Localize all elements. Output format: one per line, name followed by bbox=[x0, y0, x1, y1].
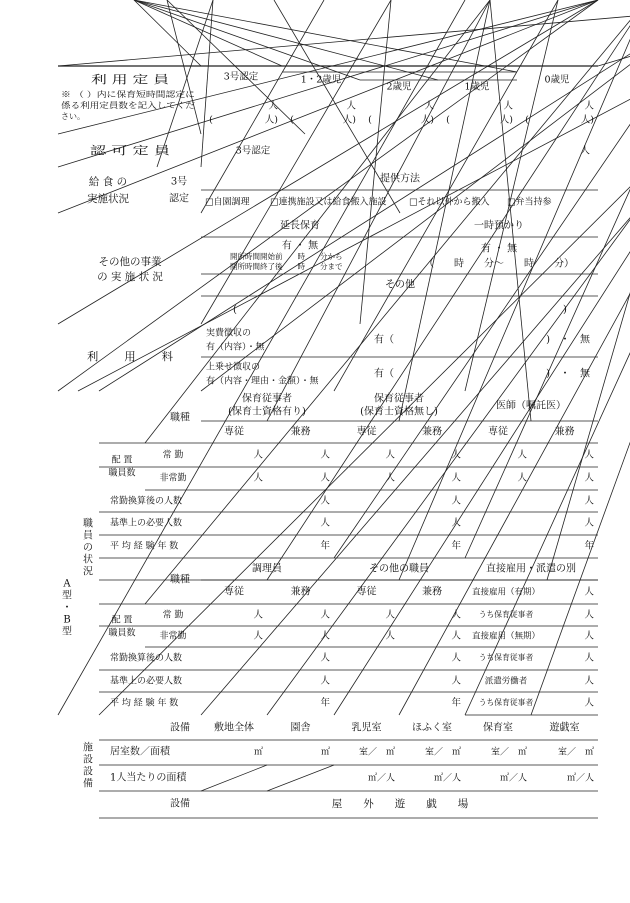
form-label: 職種 bbox=[170, 412, 190, 424]
form-label: 人 bbox=[451, 652, 461, 664]
form-label: 専従 bbox=[356, 586, 377, 598]
form-label: ほふく室 bbox=[412, 722, 452, 734]
form-label: 常勤換算後の人数 bbox=[110, 653, 183, 664]
form-label: 人 bbox=[385, 609, 395, 621]
section-label-char: 況 bbox=[83, 566, 93, 578]
form-label: 3号認定 bbox=[235, 145, 271, 157]
form-label: 室／ ㎡ bbox=[358, 747, 395, 758]
form-label: 配 置 bbox=[111, 455, 133, 466]
grid-line bbox=[134, 0, 360, 80]
form-label: 兼務 bbox=[422, 426, 442, 438]
form-label: 一時預かり bbox=[474, 220, 524, 232]
form-label: 室／ ㎡ bbox=[490, 747, 527, 758]
form-label: 人 bbox=[451, 495, 461, 507]
form-label: 人 bbox=[320, 472, 330, 484]
form-label: 実施状況 bbox=[87, 193, 129, 205]
form-label: 人 bbox=[320, 652, 330, 664]
form-label: 人 bbox=[584, 675, 594, 687]
form-label: ( bbox=[233, 304, 237, 316]
form-label: 人 bbox=[320, 609, 330, 621]
form-label: 人 bbox=[424, 100, 434, 112]
grid-line bbox=[465, 0, 558, 391]
grid-line bbox=[58, 0, 598, 134]
form-label: 兼務 bbox=[422, 586, 442, 598]
form-label: 人 bbox=[503, 100, 513, 112]
form-label: 開所時間開始前 時 分から bbox=[230, 252, 343, 261]
form-label: □弁当持参 bbox=[507, 197, 552, 208]
form-label: 年 bbox=[451, 540, 461, 552]
form-label: 保育従事者 bbox=[374, 393, 424, 405]
form-label: 専従 bbox=[356, 426, 377, 438]
form-label: 人 bbox=[584, 609, 594, 621]
form-label: 園舎 bbox=[290, 722, 311, 734]
section-label-char: 員 bbox=[83, 530, 93, 542]
form-label: うち保育従事者 bbox=[478, 610, 534, 619]
form-label: 屋 外 遊 戯 場 bbox=[331, 798, 469, 810]
form-label: 人 bbox=[584, 100, 594, 112]
form-label: 居室数／面積 bbox=[110, 746, 170, 758]
form-label: 兼務 bbox=[554, 426, 575, 438]
grid-line bbox=[264, 0, 630, 580]
form-label: 人 bbox=[320, 630, 330, 642]
form-label: 人 bbox=[320, 495, 330, 507]
form-label: 専従 bbox=[224, 586, 244, 598]
form-label: ) ・ 無 bbox=[546, 368, 590, 380]
form-label: 非常勤 bbox=[159, 631, 187, 642]
form-label: 敷地全体 bbox=[214, 722, 254, 734]
form-label: 開所時間終了後 時 分まで bbox=[230, 262, 343, 271]
form-label: ㎡／人 bbox=[566, 773, 594, 784]
form-label: ) ・ 無 bbox=[546, 334, 590, 346]
form-label: ㎡／人 bbox=[499, 773, 527, 784]
form-label: 年 bbox=[584, 540, 594, 552]
grid-line bbox=[399, 0, 630, 580]
form-label: 人 bbox=[580, 145, 590, 157]
form-label: 人 bbox=[584, 652, 594, 664]
form-label: 0歳児 bbox=[544, 74, 570, 86]
form-label: 人 bbox=[320, 449, 330, 461]
form-label: 専従 bbox=[224, 426, 244, 438]
form-label: 年 bbox=[451, 697, 461, 709]
form-label: 有 ・ 無 bbox=[480, 243, 518, 255]
form-label: 係る利用定員数を記入してくだ bbox=[61, 101, 173, 110]
form-label: 直接雇用・派遣の別 bbox=[486, 563, 576, 575]
form-label: 保育室 bbox=[483, 722, 513, 734]
form-label: 人 bbox=[584, 697, 594, 709]
form-label: 直接雇用（無期） bbox=[471, 631, 541, 642]
form-label: 人 bbox=[385, 449, 395, 461]
form-label: 有 ・ 無 bbox=[281, 240, 319, 252]
form-label: さい。 bbox=[61, 112, 85, 121]
form-label: 設備 bbox=[170, 798, 190, 810]
grid-line bbox=[134, 0, 517, 72]
form-label: その他 bbox=[385, 279, 415, 291]
form-label: 派遣労働者 bbox=[484, 676, 528, 687]
form-label: 人 bbox=[451, 675, 461, 687]
grid-line bbox=[201, 0, 324, 213]
form-label: 室／ ㎡ bbox=[424, 747, 461, 758]
form-label: 直接雇用（有期） bbox=[471, 587, 541, 598]
form-label: ※ （ ）内に保育短時間認定に bbox=[61, 90, 171, 99]
form-label: 上乗せ徴収の bbox=[206, 362, 261, 373]
grid-line bbox=[465, 0, 630, 715]
form-label: 遊戯室 bbox=[549, 722, 580, 734]
form-label: 兼務 bbox=[290, 586, 311, 598]
facility-label-char: 施 bbox=[83, 742, 93, 754]
form-label: ( bbox=[368, 114, 372, 126]
form-label: ㎡ bbox=[320, 747, 330, 758]
grid-line bbox=[167, 0, 201, 134]
form-label: 兼務 bbox=[290, 426, 311, 438]
form-label: 人 bbox=[584, 586, 594, 598]
form-label: 非常勤 bbox=[159, 473, 187, 484]
form-label: 年 bbox=[320, 540, 330, 552]
form-label: □自園調理 bbox=[205, 197, 250, 208]
form-label: 人) bbox=[580, 114, 594, 126]
form-label: うち保育従事者 bbox=[478, 698, 534, 707]
form-label: 基準上の必要人数 bbox=[110, 676, 183, 687]
form-label: 基準上の必要人数 bbox=[110, 518, 183, 529]
form-label: ( bbox=[525, 114, 529, 126]
form-label: 人) bbox=[420, 114, 434, 126]
form-label: 利 用 定 員 bbox=[91, 73, 146, 86]
type-label-char: 型 bbox=[62, 590, 72, 602]
form-label: 室／ ㎡ bbox=[557, 747, 594, 758]
form-label: 人) bbox=[264, 114, 278, 126]
form-label: 延長保育 bbox=[280, 220, 320, 232]
form-label: 人 bbox=[584, 517, 594, 529]
form-label: 人 bbox=[451, 472, 461, 484]
form-label: 人) bbox=[342, 114, 356, 126]
form-label: 実費徴収の bbox=[206, 328, 252, 339]
form-label: 人 bbox=[584, 472, 594, 484]
form-label: 保育従事者 bbox=[242, 393, 292, 405]
form-label: 提供方法 bbox=[380, 173, 420, 185]
form-label: ( bbox=[209, 114, 213, 126]
form-label: 調理員 bbox=[252, 563, 282, 575]
form-label: 1人当たりの面積 bbox=[110, 772, 187, 784]
form-label: 有（ bbox=[374, 334, 394, 346]
form-label: 人) bbox=[499, 114, 513, 126]
form-label: 人 bbox=[584, 630, 594, 642]
form-label: 有（内容・理由・金額）・無 bbox=[206, 376, 319, 387]
form-label: 1・2歳児 bbox=[300, 74, 342, 86]
form-label: 年 bbox=[320, 697, 330, 709]
grid-line bbox=[201, 0, 213, 167]
form-label: 人 bbox=[584, 449, 594, 461]
grid-line bbox=[264, 0, 490, 421]
form-label: 設備 bbox=[170, 722, 190, 734]
form-label: 認定 bbox=[169, 193, 189, 205]
form-label: その他の事業 bbox=[98, 256, 162, 268]
form-label: 人 bbox=[451, 517, 461, 529]
grid-line bbox=[201, 0, 630, 715]
form-label: (保育士資格無し) bbox=[360, 406, 438, 418]
form-label: うち保育従事者 bbox=[478, 653, 534, 662]
type-label-char: B bbox=[63, 614, 71, 626]
form-label: 人 bbox=[253, 630, 263, 642]
form-label: 人 bbox=[346, 100, 356, 112]
form-label: 乳児室 bbox=[351, 722, 382, 734]
form-label: 3号 bbox=[170, 176, 188, 188]
form-label: 有（内容）・無 bbox=[206, 342, 265, 353]
form-label: 有（ bbox=[374, 368, 394, 380]
form-label: 人 bbox=[253, 449, 263, 461]
form-label: 専従 bbox=[488, 426, 508, 438]
form-label: 人 bbox=[517, 449, 527, 461]
form-label: 3号認定 bbox=[223, 71, 259, 83]
form-label: 人 bbox=[268, 100, 278, 112]
grid-line bbox=[360, 0, 391, 324]
form-label: 常 勤 bbox=[162, 450, 184, 461]
form-label: 医師（嘱託医） bbox=[496, 400, 566, 412]
form-label: 人 bbox=[517, 472, 527, 484]
form-label: 人 bbox=[451, 630, 461, 642]
type-label-char: ・ bbox=[62, 602, 72, 614]
type-label-char: 型 bbox=[62, 626, 72, 638]
form-label: ( bbox=[446, 114, 450, 126]
form-label: 平 均 経 験 年 数 bbox=[110, 541, 179, 552]
form-label: 人 bbox=[320, 517, 330, 529]
form-label: ( bbox=[290, 114, 294, 126]
form-label: 職種 bbox=[170, 574, 190, 586]
form-label: 認 可 定 員 bbox=[90, 144, 170, 157]
form-label: 常 勤 bbox=[162, 610, 184, 621]
form-label: の 実 施 状 況 bbox=[97, 271, 163, 283]
form-label: 職員数 bbox=[108, 628, 136, 639]
form-label: 給 食 の bbox=[88, 176, 128, 188]
grid-line bbox=[264, 0, 630, 715]
form-label: 人 bbox=[385, 472, 395, 484]
section-label-char: の bbox=[83, 542, 93, 554]
section-label-char: 職 bbox=[83, 518, 93, 530]
form-label: （ 時 分〜 時 分） bbox=[424, 258, 574, 270]
facility-label-char: 設 bbox=[83, 766, 93, 778]
grid-line bbox=[167, 0, 305, 134]
form-label: 人 bbox=[451, 449, 461, 461]
type-label-char: A bbox=[63, 578, 71, 590]
grid-line bbox=[267, 765, 334, 791]
form-label: (保育士資格有り) bbox=[228, 406, 306, 418]
form-label: 利 用 料 bbox=[87, 350, 171, 363]
form-label: 配 置 bbox=[111, 615, 133, 626]
form-label: 人 bbox=[253, 609, 263, 621]
section-label-char: 状 bbox=[83, 554, 93, 566]
grid-line bbox=[201, 765, 267, 791]
form-label: 2歳児 bbox=[386, 81, 412, 93]
form-label: 職員数 bbox=[108, 468, 136, 479]
form-label: 人 bbox=[320, 675, 330, 687]
form-label: 1歳児 bbox=[464, 81, 490, 93]
facility-label-char: 設 bbox=[83, 754, 93, 766]
form-label: ㎡ bbox=[253, 747, 263, 758]
form-label: 人 bbox=[253, 472, 263, 484]
facility-label-char: 備 bbox=[83, 778, 93, 790]
form-label: その他の職員 bbox=[369, 563, 429, 575]
form-label: □連携施設又は給食搬入施設 bbox=[270, 197, 387, 208]
form-label: 人 bbox=[584, 495, 594, 507]
form-label: 常勤換算後の人数 bbox=[110, 496, 183, 507]
form-label: 平 均 経 験 年 数 bbox=[110, 698, 179, 709]
form-label: ㎡／人 bbox=[367, 773, 395, 784]
form-label: ㎡／人 bbox=[433, 773, 461, 784]
form-label: 人 bbox=[385, 630, 395, 642]
grid-line bbox=[547, 0, 630, 580]
form-label: □それ以外から搬入 bbox=[409, 197, 490, 208]
form-label: ) bbox=[563, 304, 567, 316]
form-label: 人 bbox=[451, 609, 461, 621]
